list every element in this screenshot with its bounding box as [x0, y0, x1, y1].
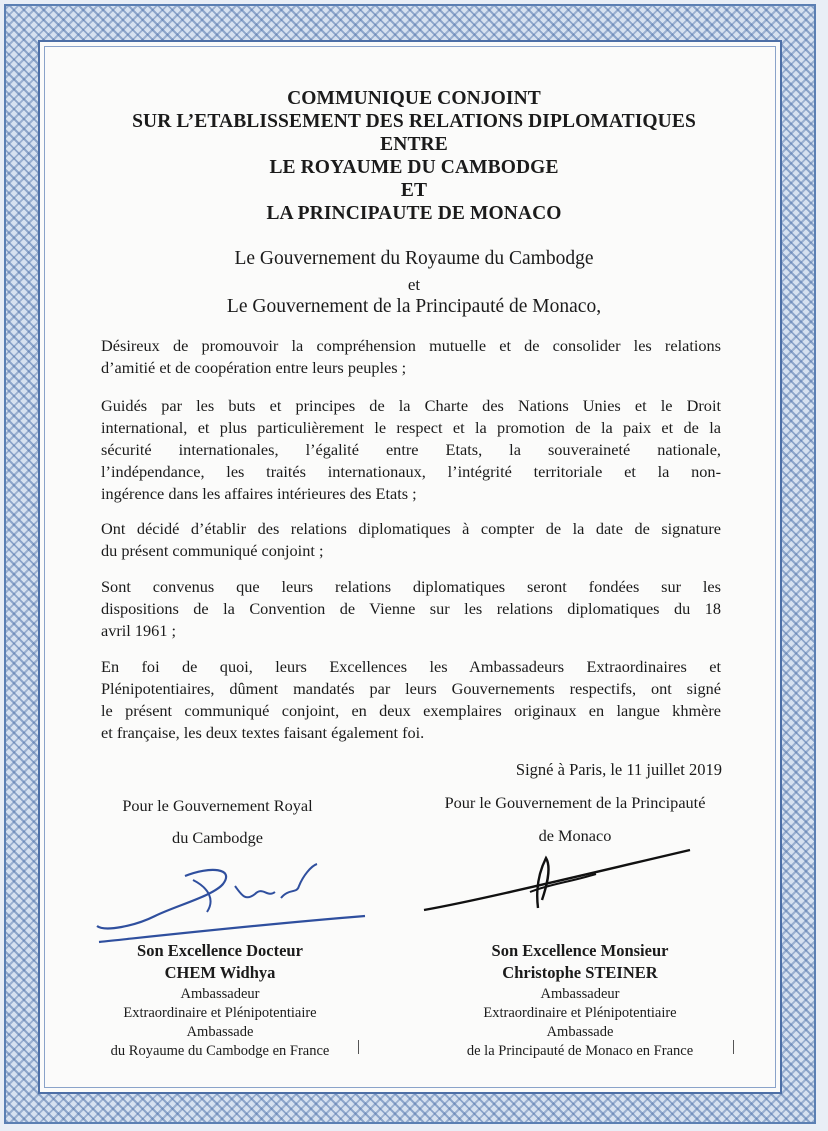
left-embassy-detail: du Royaume du Cambodge en France: [110, 1043, 330, 1059]
left-signatory-name: CHEM Widhya: [164, 963, 276, 982]
paragraph-line: Plénipotentiaires, dûment mandatés par leurs Gouvernements respectifs, ont signé: [101, 679, 721, 698]
left-signatory-title: Son Excellence Docteur: [137, 941, 303, 960]
title-line-1: COMMUNIQUE CONJOINT: [287, 88, 541, 109]
paragraph-line: Désireux de promouvoir la compréhension mutuelle et de consolider les relations: [101, 336, 721, 355]
left-rank-detail: Extraordinaire et Plénipotentiaire: [123, 1005, 317, 1021]
paragraph-line: dispositions de la Convention de Vienne sur les relations diplomatiques du 18: [101, 599, 721, 618]
paragraph-line: du présent communiqué conjoint ;: [101, 541, 324, 560]
party-cambodia: Le Gouvernement du Royaume du Cambodge: [234, 248, 594, 269]
paragraph-line: l’indépendance, les traités internationaux, l’intégrité territoriale et la non-: [101, 462, 721, 481]
paragraph-1: [101, 335, 721, 379]
paragraph-line: Ont décidé d’établir des relations diplomatiques à compter de la date de signature: [101, 519, 721, 538]
title-line-3: ENTRE: [380, 134, 448, 155]
signature-cambodia: [85, 858, 385, 948]
right-signatory-name: Christophe STEINER: [502, 963, 658, 982]
paragraph-line: sécurité internationales, l’égalité entre Etats, la souveraineté nationale,: [101, 440, 721, 459]
paragraph-3: [101, 518, 721, 562]
left-rank: Ambassadeur: [180, 986, 260, 1002]
signed-place-date: Signé à Paris, le 11 juillet 2019: [515, 760, 722, 779]
title-line-5: ET: [400, 180, 428, 201]
paragraph-line: le présent communiqué conjoint, en deux exemplaires originaux en langue khmère: [101, 701, 721, 720]
paragraph-line: Guidés par les buts et principes de la Charte des Nations Unies et le Droit: [101, 396, 721, 415]
paragraph-line: et française, les deux textes faisant également foi.: [101, 723, 425, 742]
paragraph-line: Sont convenus que leurs relations diplomatiques seront fondées sur les: [101, 577, 721, 596]
left-embassy: Ambassade: [186, 1024, 254, 1040]
right-embassy: Ambassade: [546, 1024, 614, 1040]
right-rank-detail: Extraordinaire et Plénipotentiaire: [483, 1005, 677, 1021]
left-heading-1: Pour le Gouvernement Royal: [122, 796, 313, 815]
paragraph-line: international, et plus particulièrement le respect et la promotion de la paix et de la: [101, 418, 721, 437]
right-heading-2: de Monaco: [538, 826, 612, 845]
paragraph-2: [101, 395, 721, 505]
right-rank: Ambassadeur: [540, 986, 620, 1002]
party-monaco: Le Gouvernement de la Principauté de Monaco,: [226, 296, 602, 317]
right-heading-1: Pour le Gouvernement de la Principauté: [444, 793, 706, 812]
left-heading-2: du Cambodge: [172, 828, 263, 847]
paragraph-line: En foi de quoi, leurs Excellences les Ambassadeurs Extraordinaires et: [101, 657, 721, 676]
title-line-2: SUR L’ETABLISSEMENT DES RELATIONS DIPLOMATIQUES: [132, 111, 696, 132]
party-conjunction: et: [407, 275, 421, 294]
paragraph-4: [101, 576, 721, 642]
signature-monaco: [420, 838, 720, 928]
paragraph-5: [101, 656, 721, 744]
paragraph-line: d’amitié et de coopération entre leurs peuples ;: [101, 358, 407, 377]
right-embassy-detail: de la Principauté de Monaco en France: [466, 1043, 694, 1059]
title-line-4: LE ROYAUME DU CAMBODGE: [269, 157, 559, 178]
paragraph-line: ingérence dans les affaires intérieures des Etats ;: [101, 484, 417, 503]
paragraph-line: avril 1961 ;: [101, 621, 177, 640]
right-signatory-title: Son Excellence Monsieur: [491, 941, 669, 960]
title-line-6: LA PRINCIPAUTE DE MONACO: [266, 203, 562, 224]
scan-mark: [733, 1040, 734, 1054]
scan-mark: [358, 1040, 359, 1054]
